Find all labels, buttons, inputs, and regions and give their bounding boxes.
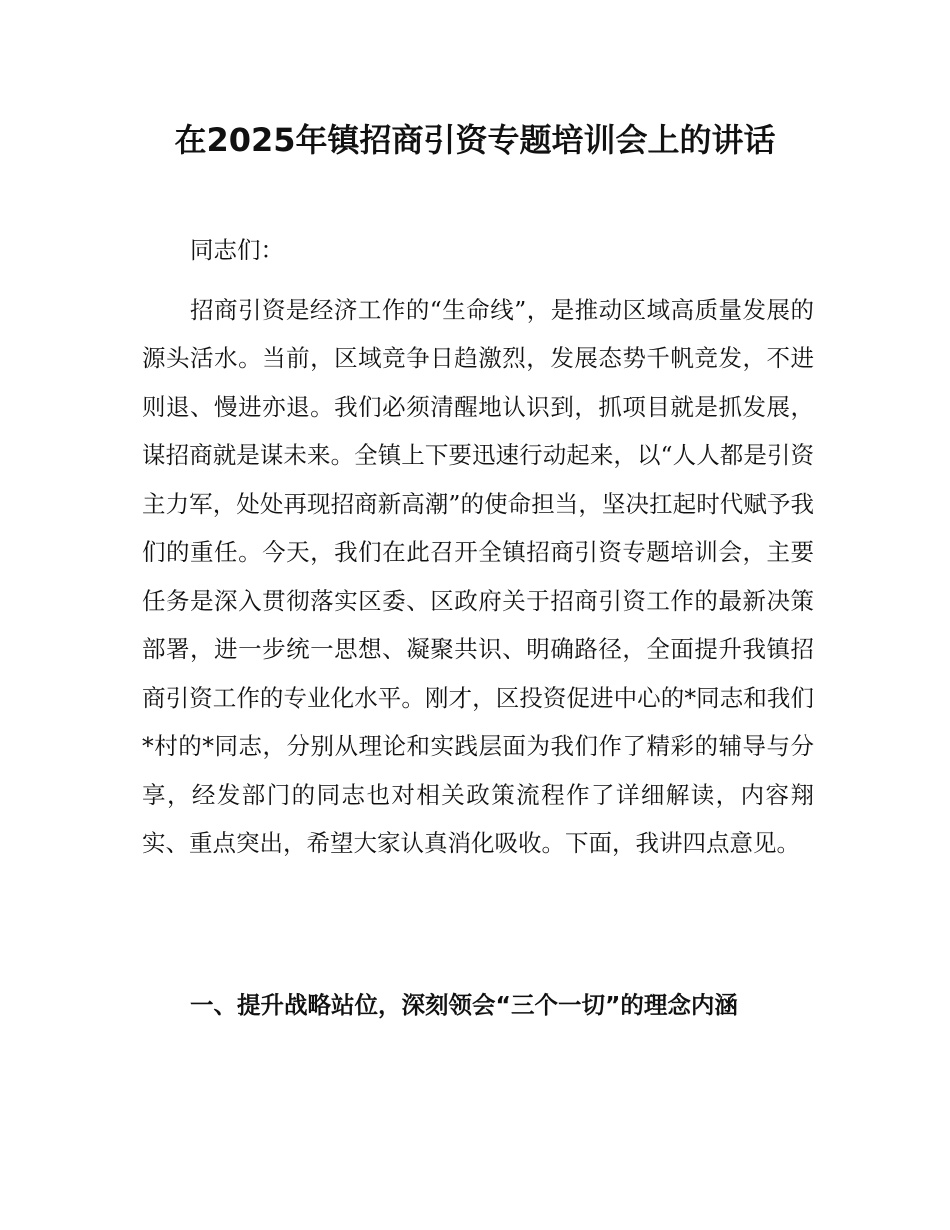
salutation: 同志们： (190, 236, 284, 264)
document-title: 在2025年镇招商引资专题培训会上的讲话 (174, 121, 776, 159)
document-body (142, 226, 814, 868)
intro-paragraph: 招商引资是经济工作的“生命线”，是推动区域高质量发展的源头活水。当前，区域竞争日趋激烈，发展态势千帆竞发，不进则退、慢进亦退。我们必须清醒地认识到，抓项目就是抓发展，谋招商就是谋未来。全镇上下要迅速行动起来，以“人人都是引资主力军，处处再现招商新高潮”的使命担当，坚决扛起时代赋予我们的重任。今天，我们在此召开全镇招商引资专题培训会，主要任务是深入贯彻落实区委、区政府关于招商引资工作的最新决策部署，进一步统一思想、凝聚共识、明确路径，全面提升我镇招商引资工作的专业化水平。刚才，区投资促进中心的*同志和我们*村的*同志，分别从理论和实践层面为我们作了精彩的辅导与分享，经发部门的同志也对相关政策流程作了详细解读，内容翔实、重点突出，希望大家认真消化吸收。下面，我讲四点意见。 (142, 295, 814, 857)
section-heading-1: 一、提升战略站位，深刻领会“三个一切”的理念内涵 (190, 991, 738, 1019)
